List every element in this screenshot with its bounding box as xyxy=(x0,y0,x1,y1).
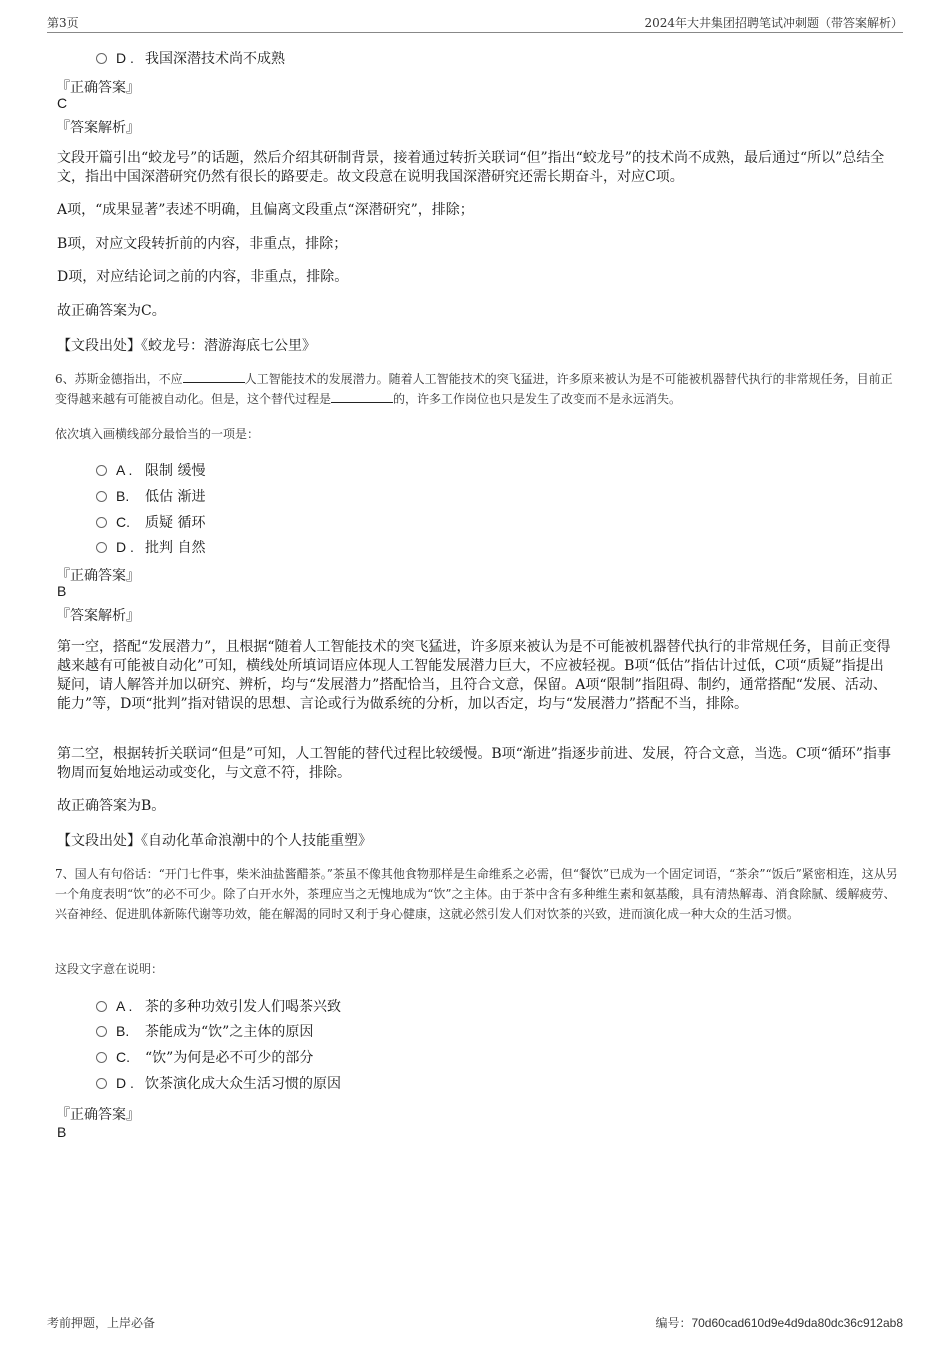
q5-analysis-p3: B项，对应文段转折前的内容，非重点，排除； xyxy=(57,236,348,252)
q7-option-a[interactable]: A . 茶的多种功效引发人们喝茶兴致 xyxy=(96,996,341,1016)
footer-slogan: 考前押题，上岸必备 xyxy=(47,1316,156,1330)
fill-blank-2 xyxy=(331,390,393,403)
document-title: 2024年大井集团招聘笔试冲刺题（带答案解析） xyxy=(644,16,903,30)
radio-icon[interactable] xyxy=(96,491,107,502)
q5-analysis-p1: 文段开篇引出“蛟龙号”的话题，然后介绍其研制背景，接着通过转折关联词“但”指出“蛟龙号”的技术尚不成熟，最后通过“所以”总结全文，指出中国深潜研究仍然有很长的路要走。故文段意在说明我国深潜研究还需长期奋斗，对应C项。 xyxy=(57,150,885,185)
q6-prompt: 依次填入画横线部分最恰当的一项是： xyxy=(55,427,260,441)
q5-analysis-p2: A项，“成果显著”表述不明确，且偏离文段重点“深潜研究”，排除； xyxy=(57,202,474,218)
radio-icon[interactable] xyxy=(96,517,107,528)
q6-analysis-p1: 第一空，搭配“发展潜力”，且根据“随着人工智能技术的突飞猛进，许多原来被认为是不可能被机器替代执行的非常规任务，目前正变得越来越有可能被自动化”可知，横线处所填词语应体现人工智能发展潜力巨大，不应被轻视。B项“低估”指估计过低，C项“质疑”指提出疑问，请人解答并加以研究、辨析，均与“发展潜力”搭配恰当，且符合文意，保留。A项“限制”指阻碍、制约，通常搭配“发展、活动、能力”等，D项“批判”指对错误的思想、言论或行为做系统的分析，加以否定，均与“发展潜力”搭配不当，排除。 xyxy=(57,639,891,712)
q6-analysis-label: 『答案解析』 xyxy=(56,608,140,624)
q6-answer: B xyxy=(57,583,67,599)
q7-option-b[interactable]: B. 茶能成为“饮”之主体的原因 xyxy=(96,1021,313,1041)
radio-icon[interactable] xyxy=(96,1052,107,1063)
q6-stem: 6、苏斯金德指出，不应 人工智能技术的发展潜力。随着人工智能技术的突飞猛进，许多原来被认为是不可能被机器替代执行的非常规任务，目前正变得越来越有可能被自动化。但是，这个替代过程是 的，许多工作岗位也只是发生了改变而不是永远消失。 xyxy=(55,372,893,406)
radio-icon[interactable] xyxy=(96,465,107,476)
page-number: 第3页 xyxy=(47,16,79,30)
radio-icon[interactable] xyxy=(96,1026,107,1037)
fill-blank-1 xyxy=(183,370,245,383)
q5-analysis-label: 『答案解析』 xyxy=(56,120,140,136)
q6-option-a[interactable]: A . 限制 缓慢 xyxy=(96,460,205,480)
radio-icon[interactable] xyxy=(96,1078,107,1089)
q6-source: 【文段出处】《自动化革命浪潮中的个人技能重塑》 xyxy=(57,833,372,849)
q5-answer: C xyxy=(57,95,68,111)
radio-icon[interactable] xyxy=(96,1001,107,1012)
q7-prompt: 这段文字意在说明： xyxy=(55,962,164,976)
q5-answer-label: 『正确答案』 xyxy=(56,80,140,96)
q5-analysis-p5: 故正确答案为C。 xyxy=(57,303,166,319)
q5-source: 【文段出处】《蛟龙号：潜游海底七公里》 xyxy=(57,338,316,354)
q6-option-d[interactable]: D . 批判 自然 xyxy=(96,537,205,557)
q7-option-c[interactable]: C. “饮”为何是必不可少的部分 xyxy=(96,1047,313,1067)
q6-option-c[interactable]: C. 质疑 循环 xyxy=(96,512,205,532)
page-footer xyxy=(47,1314,903,1332)
q7-answer: B xyxy=(57,1124,67,1140)
q6-analysis-p2: 第二空，根据转折关联词“但是”可知，人工智能的替代过程比较缓慢。B项“渐进”指逐步前进、发展，符合文意，当选。C项“循环”指事物周而复始地运动或变化，与文意不符，排除。 xyxy=(57,746,891,781)
document-code: 编号：70d60cad610d9e4d9da80dc36c912ab8 xyxy=(655,1316,903,1330)
page-header xyxy=(47,14,903,33)
q7-option-d[interactable]: D . 饮茶演化成大众生活习惯的原因 xyxy=(96,1073,341,1093)
radio-icon[interactable] xyxy=(96,53,107,64)
q6-answer-label: 『正确答案』 xyxy=(56,568,140,584)
radio-icon[interactable] xyxy=(96,542,107,553)
q6-analysis-p3: 故正确答案为B。 xyxy=(57,798,166,814)
q6-option-b[interactable]: B. 低估 渐进 xyxy=(96,486,205,506)
q7-answer-label: 『正确答案』 xyxy=(56,1107,140,1123)
q7-stem: 7、国人有句俗话：“开门七件事，柴米油盐酱醋茶。”茶虽不像其他食物那样是生命维系之必需，但“餐饮”已成为一个固定词语，“茶余”“饭后”紧密相连，这从另一个角度表明“饮”的必不可少。除了白开水外，茶理应当之无愧地成为“饮”之主体。由于茶中含有多种维生素和氨基酸，具有清热解毒、消食除腻、缓解疲劳、兴奋神经、促进肌体新陈代谢等功效，能在解渴的同时又利于身心健康，这就必然引发人们对饮茶的兴致，进而演化成一种大众的生活习惯。 xyxy=(55,867,898,921)
q5-analysis-p4: D项，对应结论词之前的内容，非重点，排除。 xyxy=(57,269,349,285)
q5-option-d[interactable]: D . 我国深潜技术尚不成熟 xyxy=(96,48,285,68)
